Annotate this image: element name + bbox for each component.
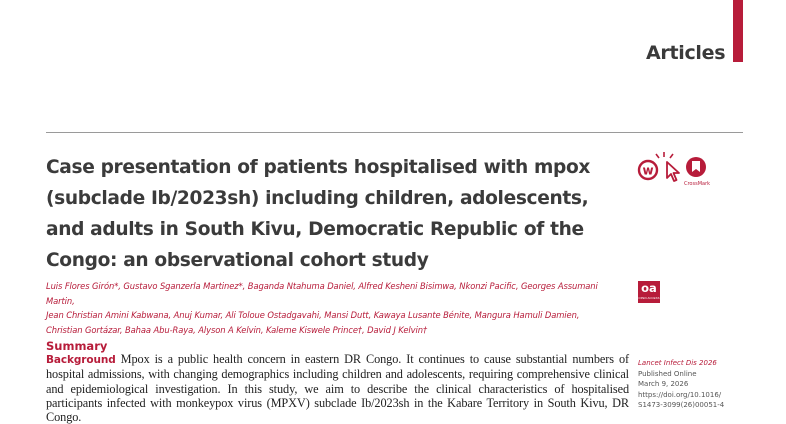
header-rule xyxy=(46,132,743,133)
open-access-letters: oa xyxy=(641,281,657,295)
published-date: March 9, 2026 xyxy=(638,380,689,388)
open-access-web-icon[interactable] xyxy=(639,161,657,179)
background-text: Mpox is a public health concern in eastern DR Congo. It continues to cause substantial numbers of hospital admissions, with changing demographics including children and adolescents, requiring comprehensive clinical and epidemiological investigation. In this study, we aim to describe the clinical characteristics of hospitalised participants infected with monkeypox virus (MPXV) subclade Ib/2023sh in the Kabare Territory in South Kivu, DR Congo. xyxy=(46,352,629,424)
author-line[interactable]: Luis Flores Girón*, Gustavo Sganzerla Martinez*, Baganda Ntahuma Daniel, Alfred Kesheni Bisimwa, Nkonzi Pacific, Georges Assumani Martin, xyxy=(46,281,598,306)
summary-heading: Summary xyxy=(46,339,108,353)
svg-text:w: w xyxy=(642,163,654,178)
publication-info xyxy=(638,358,778,411)
author-line[interactable]: Jean Christian Amini Kabwana, Anuj Kumar, Ali Toloue Ostadgavahi, Mansi Dutt, Kawaya Lusante Bénite, Mangura Hamuli Damien, xyxy=(46,310,580,320)
doi-link[interactable]: https://doi.org/10.1016/ xyxy=(638,390,722,399)
background-label: Background xyxy=(46,354,116,366)
cursor-click-icon[interactable] xyxy=(656,152,679,181)
published-status: Published Online xyxy=(638,369,697,378)
doi-link-continued[interactable]: S1473-3099(26)00051-4 xyxy=(638,401,725,409)
author-list xyxy=(46,279,626,337)
open-access-caption: OPEN ACCESS xyxy=(638,296,660,300)
article-title: Case presentation of patients hospitalised with mpox (subclade Ib/2023sh) including children, adolescents, and adults in South Kivu, Democratic Republic of the Congo: an observational cohort study xyxy=(46,157,591,271)
author-line[interactable]: Christian Gortázar, Bahaa Abu-Raya, Alyson A Kelvin, Kaleme Kiswele Prince†, David J Kelvin† xyxy=(46,324,428,335)
open-access-badge xyxy=(638,281,660,303)
crossmark-label: CrossMark xyxy=(684,181,711,187)
brand-bar xyxy=(733,0,743,62)
crossmark-icon[interactable] xyxy=(686,157,706,177)
journal-citation[interactable]: Lancet Infect Dis 2026 xyxy=(638,359,717,367)
abstract-background xyxy=(46,352,629,424)
section-label: Articles xyxy=(646,42,726,64)
article-tools xyxy=(636,150,716,194)
